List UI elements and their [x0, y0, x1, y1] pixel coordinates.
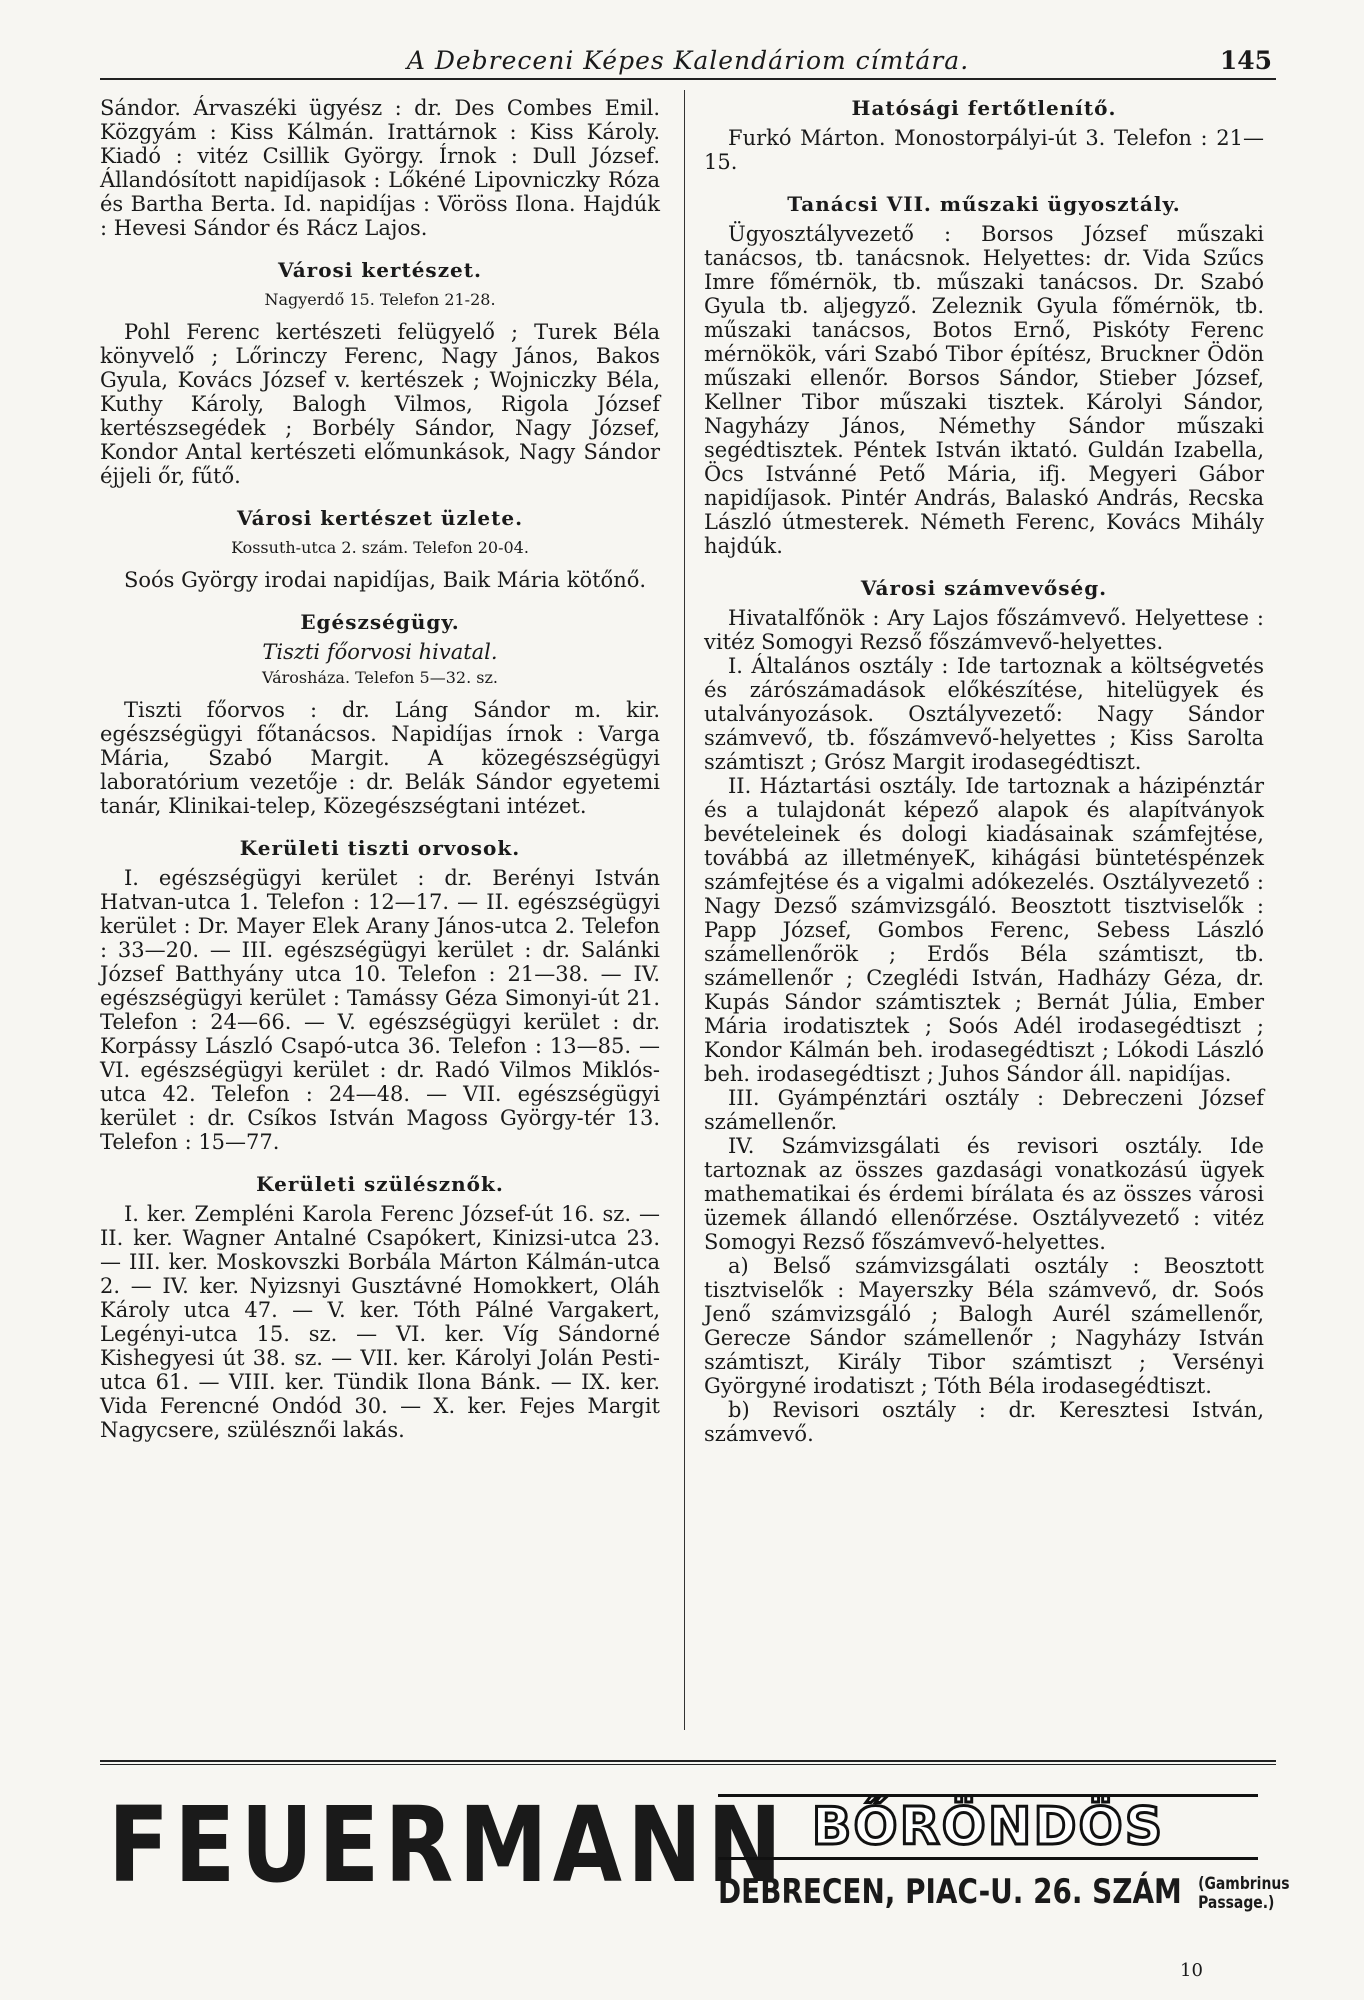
advertisement-rule [100, 1760, 1276, 1762]
section-heading-szamvevoseg: Városi számvevőség. [860, 576, 1108, 600]
section-paragraph: Hivatalfőnök : Ary Lajos főszámvevő. Helyettese : vitéz Somogyi Rezső főszámvevő-helyettes. [704, 606, 1264, 654]
advertisement-note-line: Passage.) [1198, 1892, 1275, 1913]
section-paragraph: II. Háztartási osztály. Ide tartoznak a házipénztár és a tulajdonát képező alapok és alapítványok bevételeinek és dologi kiadásainak számfejtése, továbbá az illetményeK, kihágási büntetéspénzek számfejtése és a vigalmi adókezelés. Osztályvezető : Nagy Dezső számvizsgáló. Beosztott tisztviselők : Papp József, Gombos Ferenc, Sebess László számellenőrök ; Erdős Béla számtiszt, tb. számellenőr ; Czeglédi István, Hadházy Géza, dr. Kupás Sándor számtisztek ; Bernát Júlia, Ember Mária irodatisztek ; Soós Adél irodasegédtiszt ; Kondor Kálmán beh. irodasegédtiszt ; Lókodi László beh. irodasegédtiszt ; Juhos Sándor áll. napidíjas. [704, 774, 1264, 1086]
section-paragraph: a) Belső számvizsgálati osztály : Beosztott tisztviselők : Mayerszky Béla számvevő, dr. Soós Jenő számvizsgáló ; Balogh Aurél számellenőr, Gerecze Sándor számellenőr ; Nagyházy István számtiszt, Király Tibor számtiszt ; Versényi Györgyné irodatiszt ; Tóth Béla irodasegédtiszt. [704, 1254, 1264, 1398]
page-title: A Debreceni Képes Kalendáriom címtára. [406, 46, 970, 75]
column-divider [684, 90, 685, 1730]
advertisement-rule [100, 1764, 1276, 1765]
section-paragraph: Ügyosztályvezető : Borsos József műszaki tanácsos, tb. tanácsnok. Helyettes: dr. Vida Szűcs Imre főmérnök, tb. műszaki tanácsos. Dr. Szabó Gyula tb. aljegyző. Zeleznik Gyula főmérnök, tb. műszaki tanácsos, Botos Ernő, Piskóty Ferenc mérnökök, vári Szabó Tibor építész, Bruckner Ödön műszaki ellenőr. Borsos Sándor, Stieber József, Kellner Tibor műszaki tisztek. Károlyi Sándor, Nagyházy János, Némethy Sándor műszaki segédtisztek. Péntek István iktató. Guldán Izabella, Öcs Istvánné Pető Mária, ifj. Megyeri Gábor napidíjasok. Pintér András, Balaskó András, Recska László útmesterek. Németh Ferenc, Kovács Mihály hajdúk. [704, 222, 1264, 558]
footer-number: 10 [1180, 1960, 1203, 1981]
section-heading-kerteszet-uzlete: Városi kertészet üzlete. [236, 506, 524, 530]
section-paragraph: I. Általános osztály : Ide tartoznak a költségvetés és zárószámadások előkészítése, hitelügyek és utalványozások. Osztályvezető: Nagy Sándor számvevő, tb. főszámvevő-helyettes ; Kiss Sarolta számtiszt ; Grósz Margit irodasegédtiszt. [704, 654, 1264, 774]
right-column [704, 96, 1264, 1446]
section-heading-varosi-kerteszet: Városi kertészet. [278, 258, 482, 282]
advertisement-note-line: (Gambrinus [1198, 1873, 1290, 1894]
section-heading-tanacsi: Tanácsi VII. műszaki ügyosztály. [787, 192, 1181, 216]
running-header [100, 44, 1276, 80]
advertisement-address: DEBRECEN, PIAC-U. 26. SZÁM [718, 1872, 1182, 1912]
section-paragraph: b) Revisori osztály : dr. Keresztesi István, számvevő. [704, 1398, 1264, 1446]
section-heading-keruleti-orvosok: Kerületi tiszti orvosok. [239, 836, 521, 860]
section-paragraph: IV. Számvizsgálati és revisori osztály. Ide tartoznak az összes gazdasági vonatkozású ügyek mathematikai és érdemi bírálata és az összes városi üzemek állandó ellenőrzése. Osztályvezető : vitéz Somogyi Rezső főszámvevő-helyettes. [704, 1134, 1264, 1254]
section-heading-egeszsegugy: Egészségügy. [300, 610, 460, 634]
advertisement-product: BŐRÖNDÖS [718, 1794, 1258, 1860]
section-paragraph: Furkó Márton. Monostorpályi-út 3. Telefon : 21—15. [704, 126, 1264, 174]
section-paragraph: Pohl Ferenc kertészeti felügyelő ; Turek Béla könyvelő ; Lőrinczy Ferenc, Nagy János, Bakos Gyula, Kovács József v. kertészek ; Wojniczky Béla, Kuthy Károly, Balogh Vilmos, Rigola József kertészsegédek ; Borbély Sándor, Nagy József, Kondor Antal kertészeti előmunkások, Nagy Sándor éjjeli őr, fűtő. [100, 320, 660, 488]
subsection-heading: Tiszti főorvosi hivatal. [262, 640, 498, 664]
advertisement-details [718, 1794, 1290, 1913]
section-paragraph: Tiszti főorvos : dr. Láng Sándor m. kir. egészségügyi főtanácsos. Napidíjas írnok : Varga Mária, Szabó Margit. A közegészségügyi laboratórium vezetője : dr. Belák Sándor egyetemi tanár, Klinikai-telep, Közegészségtani intézet. [100, 698, 660, 818]
left-column [100, 96, 660, 1442]
page-number: 145 [1219, 46, 1272, 75]
section-paragraph: III. Gyámpénztári osztály : Debreczeni József számellenőr. [704, 1086, 1264, 1134]
section-paragraph: I. ker. Zempléni Karola Ferenc József-út 16. sz. — II. ker. Wagner Antalné Csapókert, Kinizsi-utca 23. — III. ker. Moskovszki Borbála Márton Kálmán-utca 2. — IV. ker. Nyizsnyi Gusztávné Homokkert, Oláh Károly utca 47. — V. ker. Tóth Pálné Vargakert, Legényi-utca 15. sz. — VI. ker. Víg Sándorné Kishegyesi út 38. sz. — VII. ker. Károlyi Jolán Pesti-utca 61. — VIII. ker. Tündik Ilona Bánk. — IX. ker. Vida Ferencné Ondód 30. — X. ker. Fejes Margit Nagycsere, szülésznői lakás. [100, 1202, 660, 1442]
section-address: Kossuth-utca 2. szám. Telefon 20-04. [231, 538, 529, 557]
section-paragraph: I. egészségügyi kerület : dr. Berényi István Hatvan-utca 1. Telefon : 12—17. — II. egészségügyi kerület : Dr. Mayer Elek Arany János-utca 2. Telefon : 33—20. — III. egészségügyi kerület : dr. Salánki József Batthyány utca 10. Telefon : 21—38. — IV. egészségügyi kerület : Tamássy Géza Simonyi-út 21. Telefon : 24—66. — V. egészségügyi kerület : dr. Korpássy László Csapó-utca 36. Telefon : 13—85. — VI. egészségügyi kerület : dr. Radó Vilmos Miklós-utca 42. Telefon : 24—48. — VII. egészségügyi kerület : dr. Csíkos István Magoss György-tér 13. Telefon : 15—77. [100, 866, 660, 1154]
advertisement-note [1198, 1875, 1290, 1913]
advertisement-address-line [718, 1872, 1290, 1913]
section-heading-hatosagi: Hatósági fertőtlenítő. [851, 96, 1117, 120]
intro-paragraph: Sándor. Árvaszéki ügyész : dr. Des Combes Emil. Közgyám : Kiss Kálmán. Irattárnok : Kiss Károly. Kiadó : vitéz Csillik György. Írnok : Dull József. Állandósított napidíjasok : Lőkéné Lipovniczky Róza és Bartha Berta. Id. napidíjas : Vöröss Ilona. Hajdúk : Hevesi Sándor és Rácz Lajos. [100, 96, 660, 240]
section-address: Városháza. Telefon 5—32. sz. [262, 668, 498, 687]
section-address: Nagyerdő 15. Telefon 21-28. [264, 290, 496, 309]
advertisement-brand: FEUERMANN [108, 1784, 788, 1906]
section-paragraph: Soós György irodai napidíjas, Baik Mária kötőnő. [124, 568, 647, 592]
section-heading-szulesznok: Kerületi szülésznők. [256, 1172, 504, 1196]
